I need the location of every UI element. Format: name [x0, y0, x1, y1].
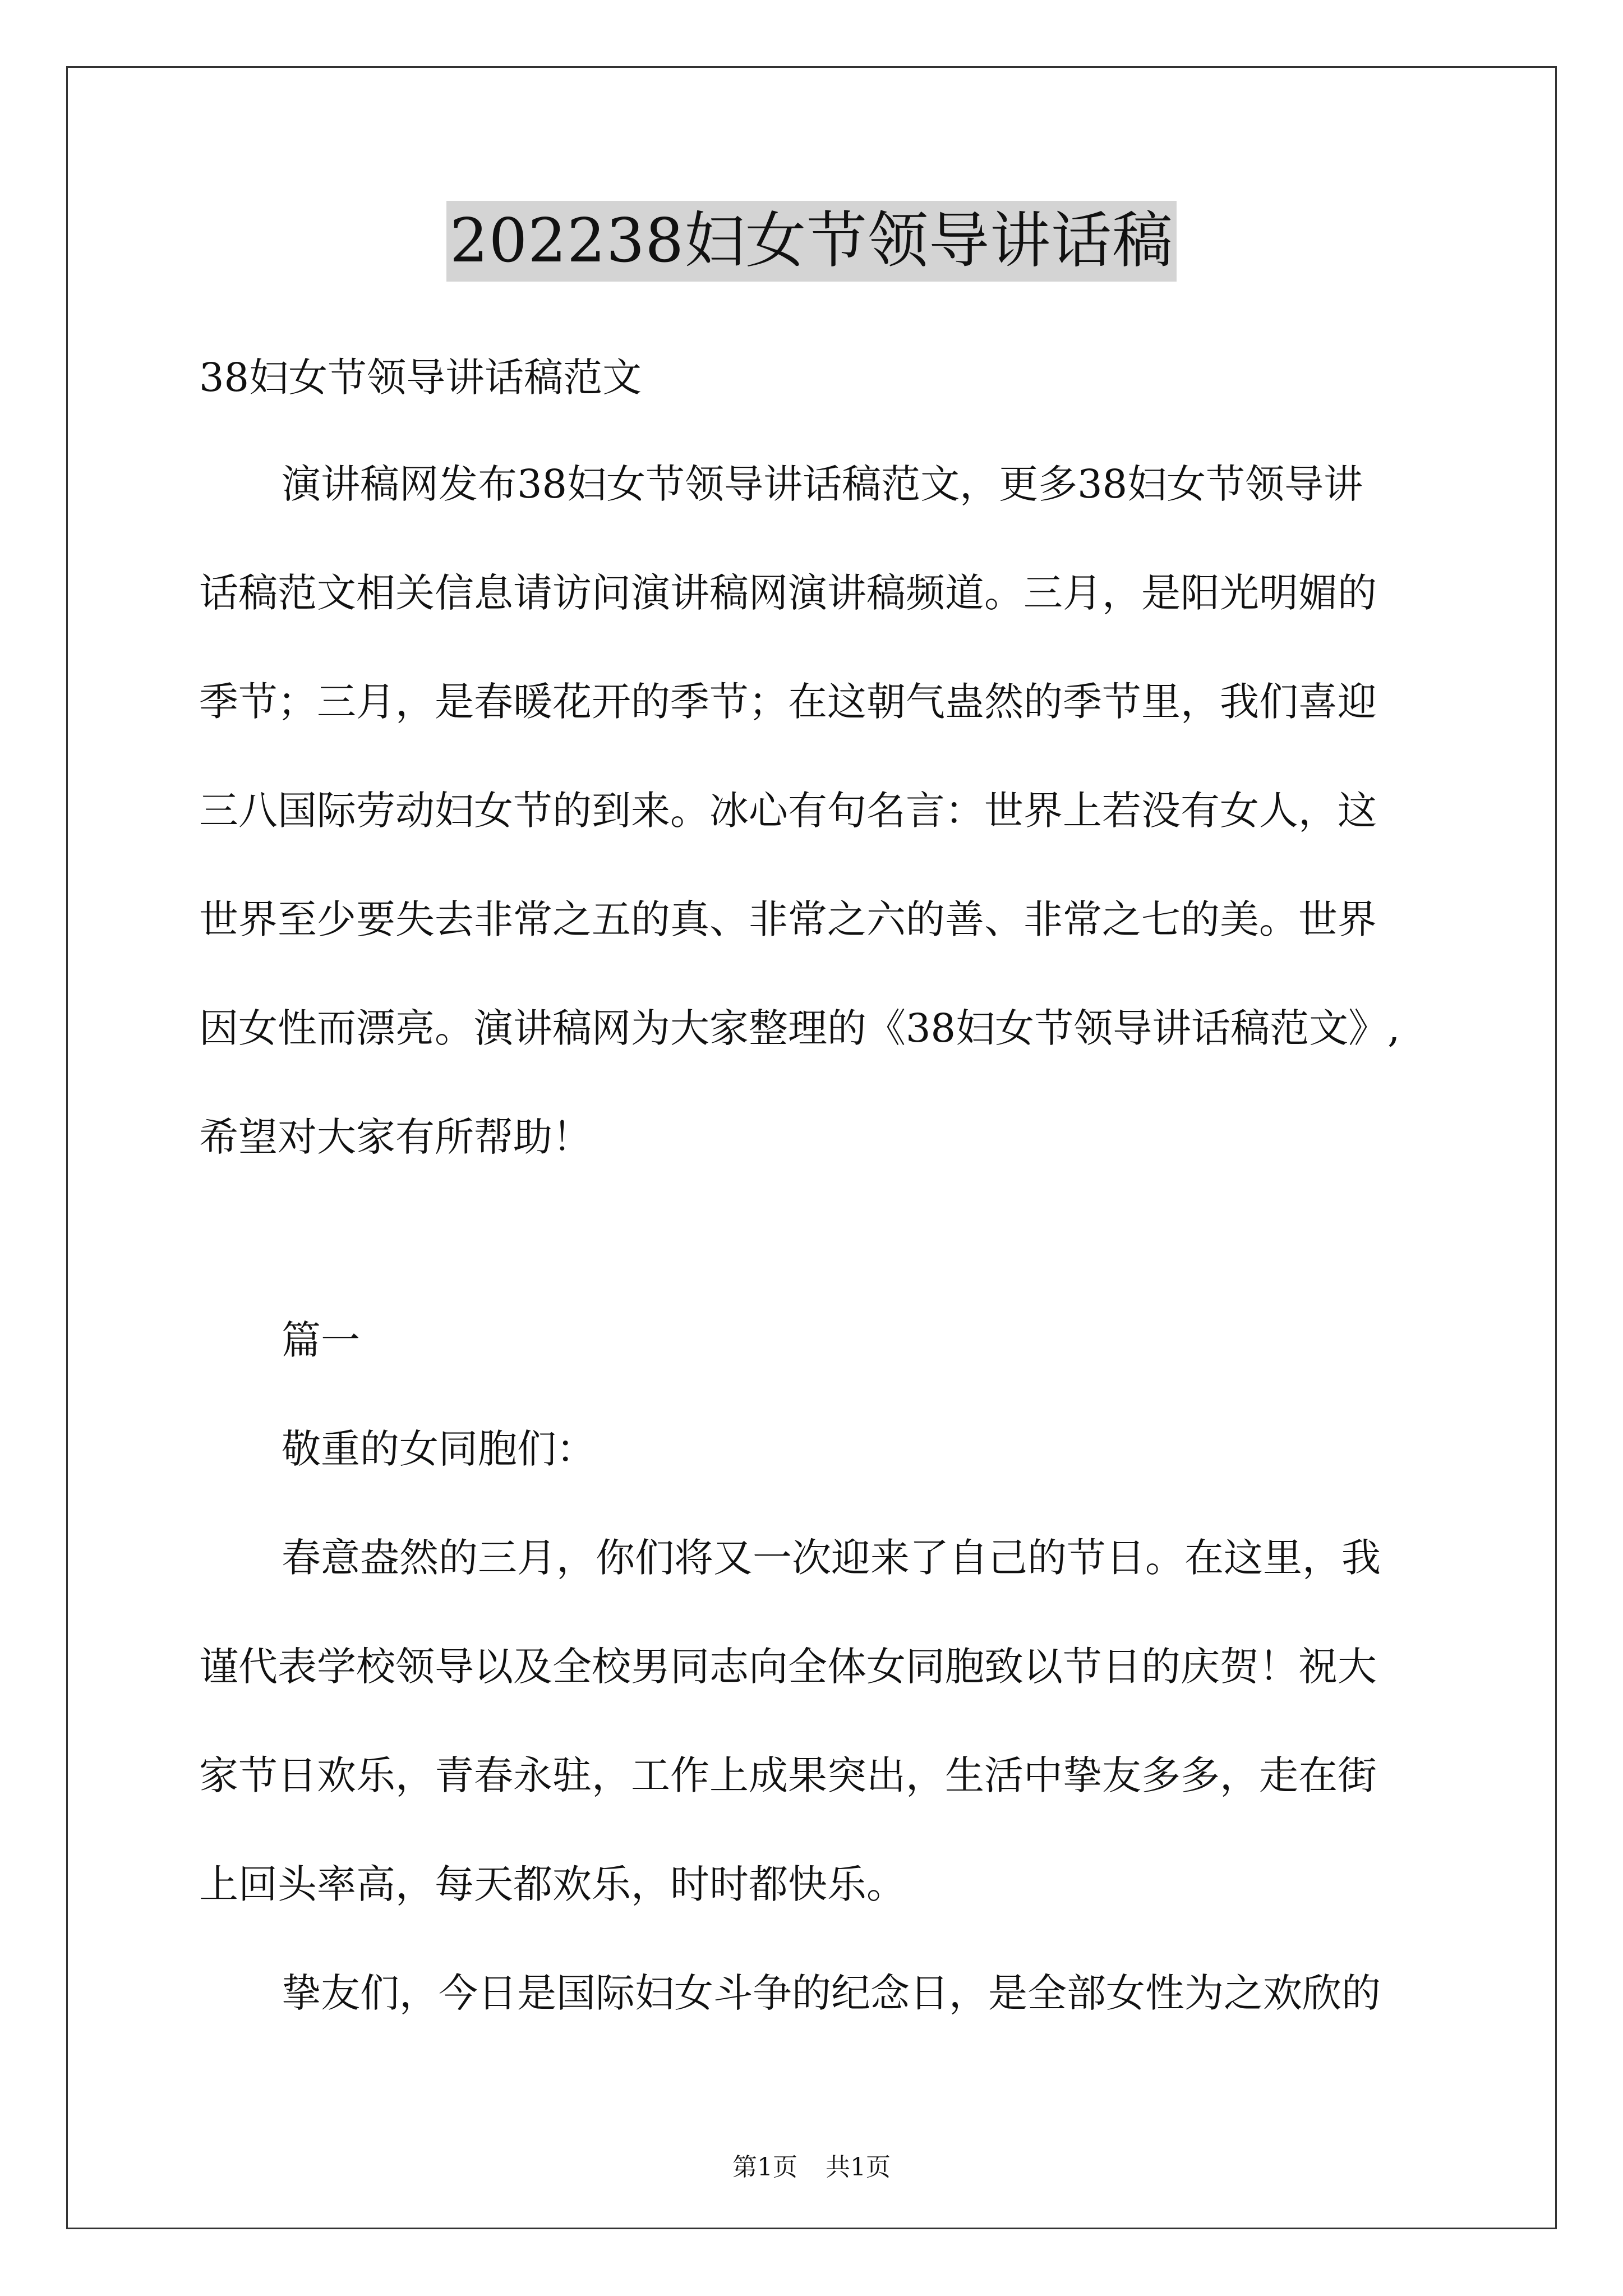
paragraph-line: 演讲稿网发布38妇女节领导讲话稿范文，更多38妇女节领导讲 — [282, 461, 1363, 507]
paragraph-line: 三八国际劳动妇女节的到来。冰心有句名言：世界上若没有女人，这 — [199, 788, 1377, 834]
paragraph-line: 上回头率高，每天都欢乐，时时都快乐。 — [199, 1861, 906, 1907]
paragraph-line: 挚友们，今日是国际妇女斗争的纪念日，是全部女性为之欢欣的 — [282, 1970, 1381, 2016]
page-footer — [0, 2152, 1623, 2183]
paragraph-line: 因女性而漂亮。演讲稿网为大家整理的《38妇女节领导讲话稿范文》, — [199, 1005, 1400, 1051]
paragraph-line: 希望对大家有所帮助！ — [199, 1114, 592, 1160]
paragraph-line: 谨代表学校领导以及全校男同志向全体女同胞致以节日的庆贺！祝大 — [199, 1644, 1377, 1690]
document-title: 202238妇女节领导讲话稿 — [446, 201, 1177, 282]
page-total: 共1页 — [826, 2153, 891, 2182]
paragraph-line: 季节；三月，是春暖花开的季节；在这朝气蛊然的季节里，我们喜迎 — [199, 679, 1377, 725]
page-number: 第1页 — [732, 2153, 797, 2182]
salutation: 敬重的女同胞们： — [282, 1426, 596, 1472]
document-subtitle: 38妇女节领导讲话稿范文 — [199, 355, 642, 401]
paragraph-line: 世界至少要失去非常之五的真、非常之六的善、非常之七的美。世界 — [199, 896, 1377, 942]
paragraph-line: 话稿范文相关信息请访问演讲稿网演讲稿频道。三月，是阳光明媚的 — [199, 570, 1377, 616]
title-container — [0, 201, 1623, 282]
section-heading: 篇一 — [282, 1317, 360, 1363]
paragraph-line: 家节日欢乐，青春永驻，工作上成果突出，生活中挚友多多，走在街 — [199, 1752, 1377, 1798]
paragraph-line: 春意盎然的三月，你们将又一次迎来了自己的节日。在这里，我 — [282, 1535, 1381, 1581]
